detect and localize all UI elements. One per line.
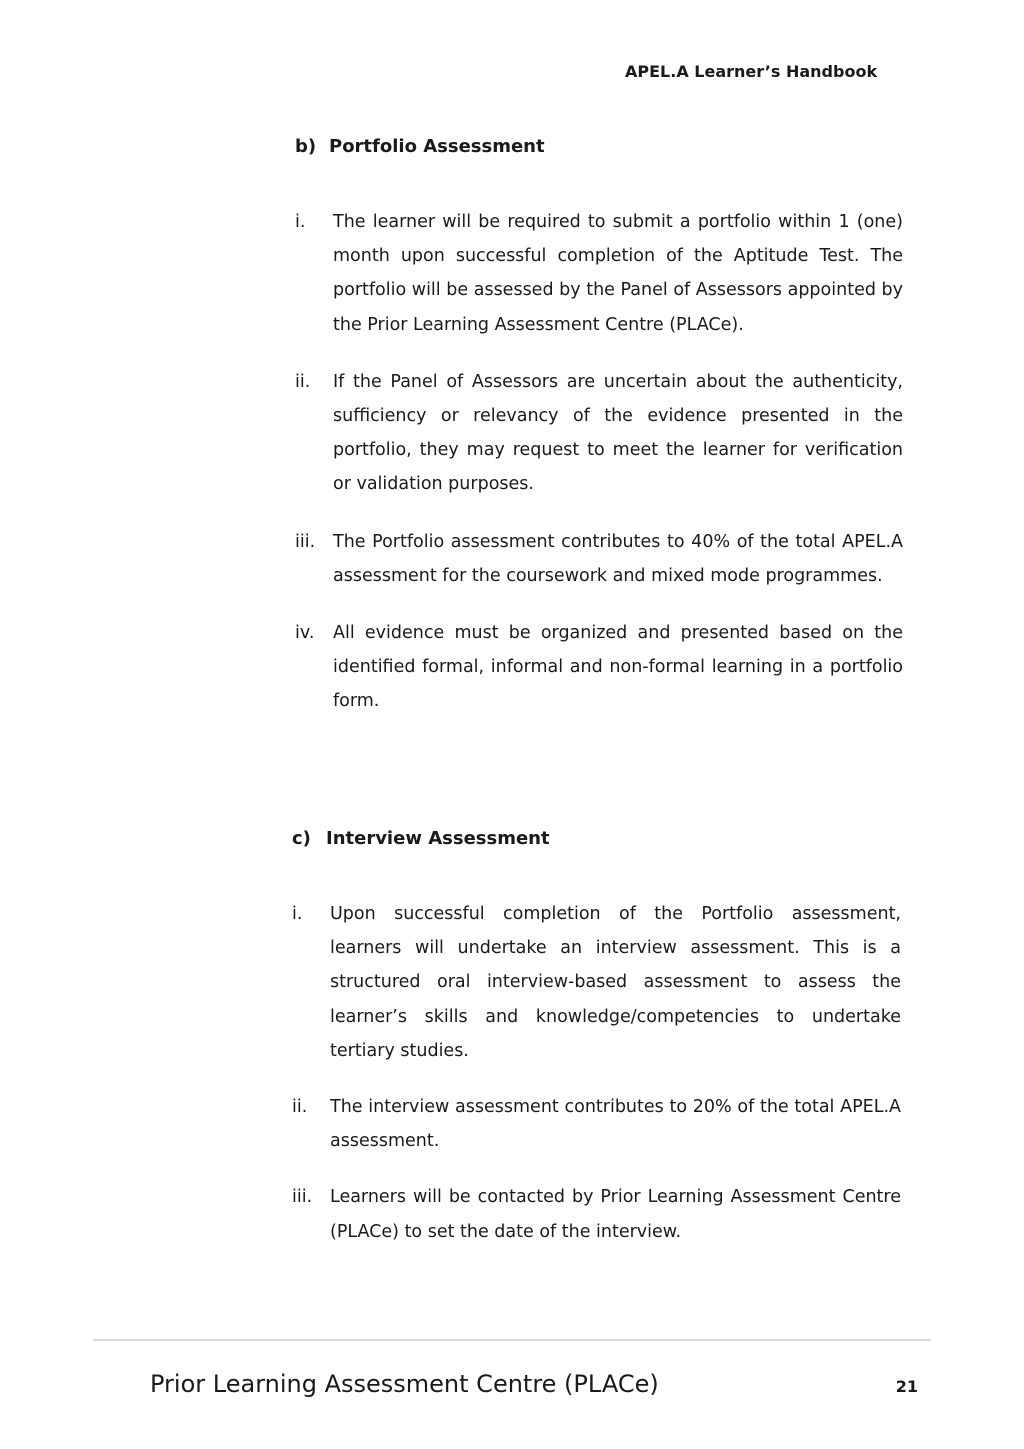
portfolio-assessment-list: [295, 205, 903, 742]
section-letter: b): [295, 136, 317, 157]
list-item-text: Upon successful completion of the Portfolio assessment, learners will undertake an interview assessment. This is a structured oral interview-based assessment to assess the learner’s skills and knowledge/competencies to undertake tertiary studies.: [330, 904, 901, 1061]
interview-assessment-list: [292, 897, 901, 1271]
list-numeral: i.: [295, 212, 306, 232]
list-item-text: The interview assessment contributes to 20% of the total APEL.A assessment.: [330, 1097, 901, 1152]
list-item: [292, 1180, 901, 1248]
list-item: [295, 205, 903, 342]
footer-title: Prior Learning Assessment Centre (PLACe): [150, 1370, 659, 1398]
list-item-text: The Portfolio assessment contributes to 40% of the total APEL.A assessment for the coursework and mixed mode programmes.: [333, 531, 903, 586]
section-letter: c): [292, 828, 311, 849]
list-numeral: iii.: [295, 531, 316, 552]
list-numeral: ii.: [292, 1097, 308, 1118]
section-heading-interview-assessment: [292, 828, 550, 849]
list-item-text: Learners will be contacted by Prior Learning Assessment Centre (PLACe) to set the date of the interview.: [330, 1187, 901, 1242]
footer-divider: [93, 1339, 931, 1341]
list-item-text: If the Panel of Assessors are uncertain about the authenticity, sufficiency or relevancy of the evidence presented in the portfolio, they may request to meet the learner for verification or validation purposes.: [333, 371, 903, 495]
list-numeral: i.: [292, 904, 303, 924]
list-item: [292, 897, 901, 1068]
section-title: Portfolio Assessment: [329, 136, 545, 157]
list-item-text: The learner will be required to submit a portfolio within 1 (one) month upon successful completion of the Aptitude Test. The portfolio will be assessed by the Panel of Assessors appointed by the Prior Learning Assessment Centre (PLACe).: [333, 212, 903, 335]
running-header: APEL.A Learner’s Handbook: [625, 62, 878, 81]
list-item: [292, 1090, 901, 1158]
list-item-text: All evidence must be organized and presented based on the identified formal, informal and non-formal learning in a portfolio form.: [333, 623, 903, 712]
list-numeral: iii.: [292, 1187, 313, 1208]
list-numeral: iv.: [295, 623, 315, 644]
section-title: Interview Assessment: [326, 828, 550, 849]
list-item: [295, 365, 903, 502]
list-numeral: ii.: [295, 371, 311, 392]
section-heading-portfolio-assessment: [295, 136, 545, 157]
page-number: 21: [895, 1377, 918, 1396]
list-item: [295, 525, 903, 593]
list-item: [295, 616, 903, 719]
